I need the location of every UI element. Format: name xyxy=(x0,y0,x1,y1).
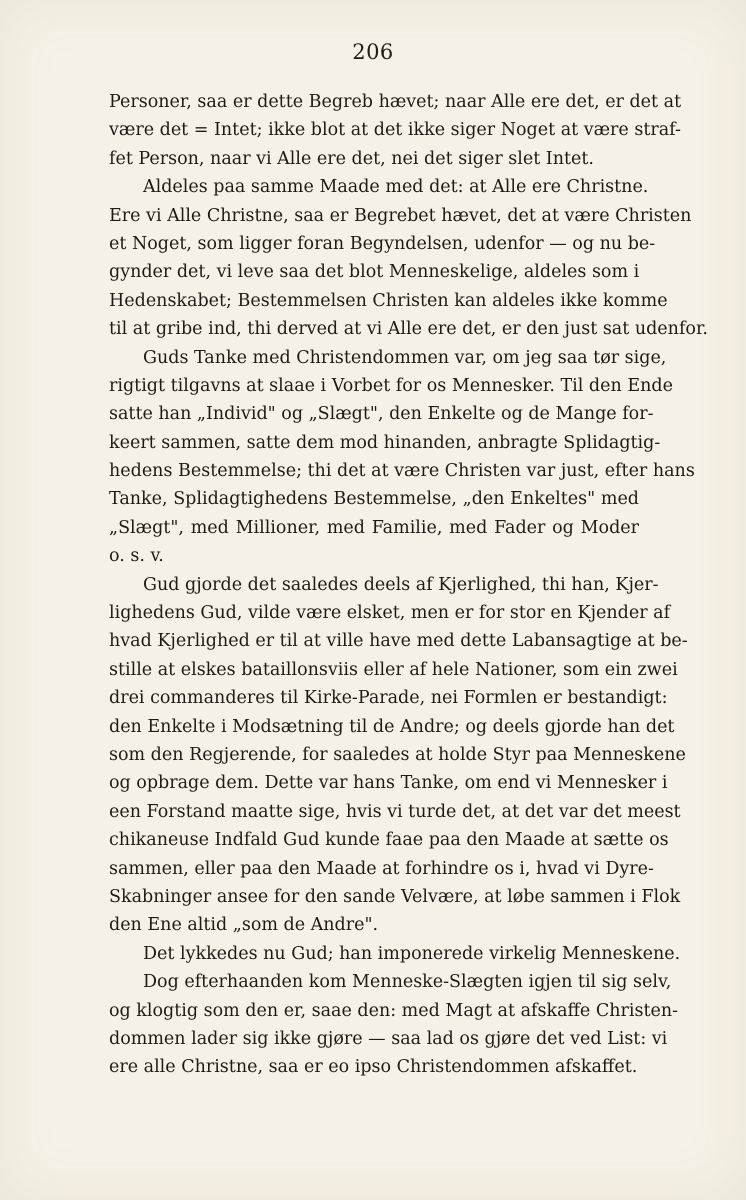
text-line: hvad Kjerlighed er til at ville have med dette Labansagtige at be- xyxy=(109,631,688,652)
text-line: stille at elskes bataillonsviis eller af hele Nationer, som ein zwei xyxy=(109,659,678,680)
paragraph xyxy=(109,968,679,1082)
text-line: drei commanderes til Kirke-Parade, nei Formlen er bestandigt: xyxy=(109,688,668,709)
text-line: Gud gjorde det saaledes deels af Kjerlighed, thi han, Kjer- xyxy=(143,574,659,595)
text-line: „Slægt", med Millioner, med Familie, med Fader og Moder xyxy=(109,517,639,538)
text-line: hedens Bestemmelse; thi det at være Christen var just, efter hans xyxy=(109,461,695,482)
text-line: Dog efterhaanden kom Menneske-Slægten igjen til sig selv, xyxy=(143,972,672,993)
text-line: rigtigt tilgavns at slaae i Vorbet for os Mennesker. Til den Ende xyxy=(109,375,673,396)
text-line: chikaneuse Indfald Gud kunde faae paa den Maade at sætte os xyxy=(109,830,669,851)
paragraph xyxy=(109,344,695,571)
text-line: Guds Tanke med Christendommen var, om jeg saa tør sige, xyxy=(143,347,667,368)
text-line: sammen, eller paa den Maade at forhindre os i, hvad vi Dyre- xyxy=(109,858,654,879)
paragraph xyxy=(109,940,681,968)
text-line: Hedenskabet; Bestemmelsen Christen kan aldeles ikke komme xyxy=(109,290,668,311)
text-line: ere alle Christne, saa er eo ipso Christendommen afskaffet. xyxy=(109,1057,638,1078)
text-line: og klogtig som den er, saae den: med Magt at afskaffe Christen- xyxy=(109,1000,679,1021)
text-line: som den Regjerende, for saaledes at holde Styr paa Menneskene xyxy=(109,744,686,765)
text-line: Tanke, Splidagtighedens Bestemmelse, „den Enkeltes" med xyxy=(109,489,639,510)
text-line: den Ene altid „som de Andre". xyxy=(109,915,379,936)
page-number: 206 xyxy=(352,40,394,64)
text-line: et Noget, som ligger foran Begyndelsen, udenfor — og nu be- xyxy=(109,233,656,254)
text-line: o. s. v. xyxy=(109,546,164,567)
text-line: dommen lader sig ikke gjøre — saa lad os gjøre det ved List: vi xyxy=(109,1028,668,1049)
text-line: lighedens Gud, vilde være elsket, men er for stor en Kjender af xyxy=(109,603,671,624)
text-line: Ere vi Alle Christne, saa er Begrebet hævet, det at være Christen xyxy=(109,205,692,226)
paragraph xyxy=(109,571,688,940)
text-line: Det lykkedes nu Gud; han imponerede virkelig Menneskene. xyxy=(143,943,681,964)
text-line: den Enkelte i Modsætning til de Andre; og deels gjorde han det xyxy=(109,716,675,737)
text-body xyxy=(109,88,708,1082)
text-line: være det = Intet; ikke blot at det ikke siger Noget at være straf- xyxy=(109,120,681,141)
paragraph xyxy=(109,88,682,173)
text-line: Personer, saa er dette Begreb hævet; naar Alle ere det, er det at xyxy=(109,92,682,112)
text-line: Aldeles paa samme Maade med det: at Alle ere Christne. xyxy=(143,177,649,198)
text-line: Skabninger ansee for den sande Velvære, at løbe sammen i Flok xyxy=(109,886,681,907)
text-line: keert sammen, satte dem mod hinanden, anbragte Splidagtig- xyxy=(109,432,661,453)
text-line: een Forstand maatte sige, hvis vi turde det, at det var det meest xyxy=(109,801,681,822)
text-line: fet Person, naar vi Alle ere det, nei det siger slet Intet. xyxy=(109,148,594,169)
text-line: gynder det, vi leve saa det blot Menneskelige, aldeles som i xyxy=(109,262,640,283)
text-line: og opbrage dem. Dette var hans Tanke, om end vi Mennesker i xyxy=(109,773,668,794)
text-line: satte han „Individ" og „Slægt", den Enkelte og de Mange for- xyxy=(109,404,654,425)
paragraph xyxy=(109,173,708,343)
text-line: til at gribe ind, thi derved at vi Alle ere det, er den just sat udenfor. xyxy=(109,319,708,340)
